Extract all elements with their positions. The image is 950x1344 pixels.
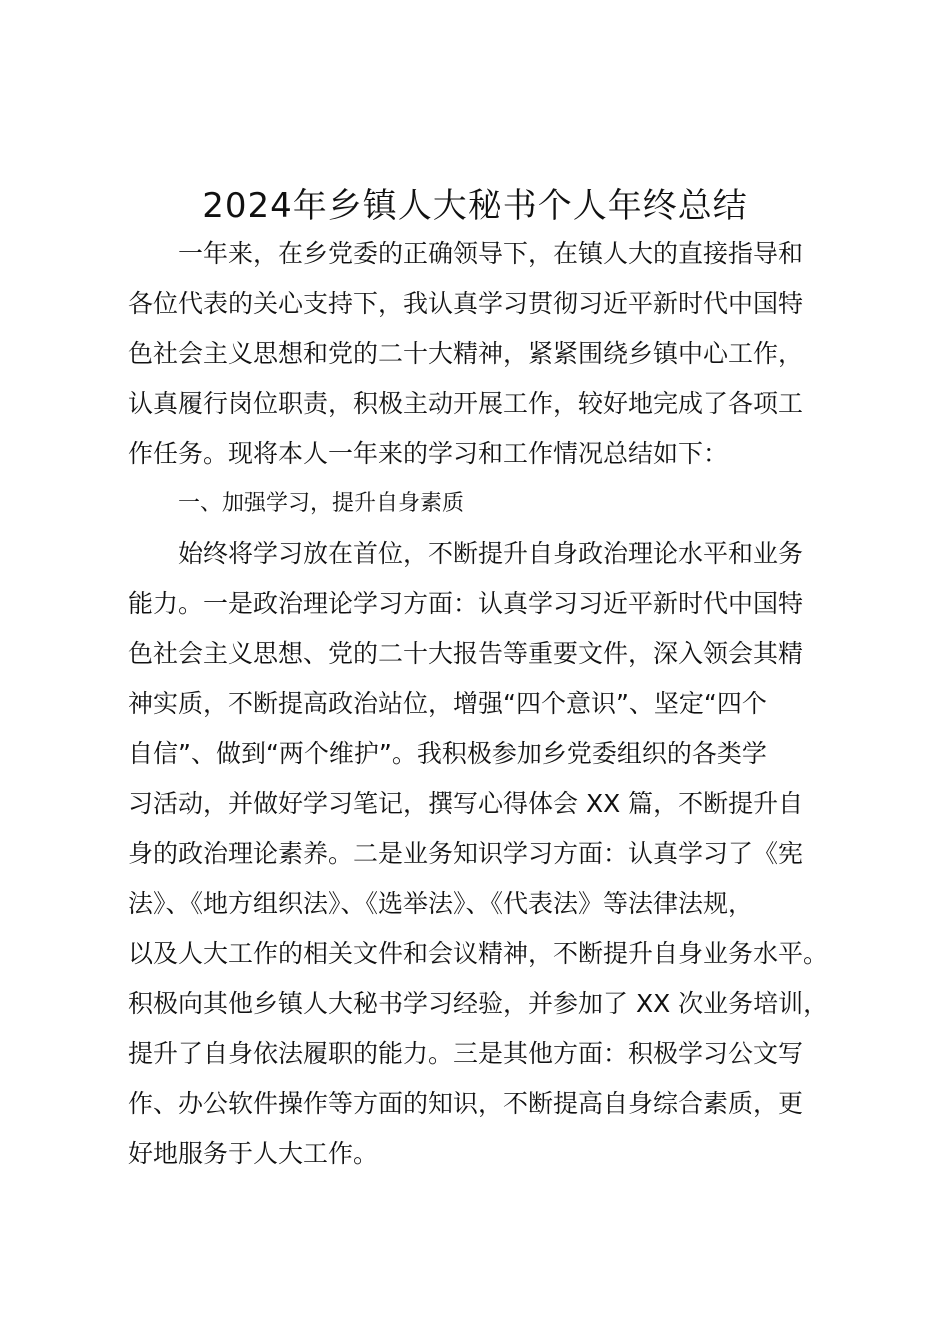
section1-line-12: 作、办公软件操作等方面的知识，不断提高自身综合素质，更	[128, 1089, 804, 1118]
section1-line-13: 好地服务于人大工作。	[128, 1139, 379, 1168]
intro-line-5: 作任务。现将本人一年来的学习和工作情况总结如下：	[128, 439, 729, 468]
section-heading-1: 一、加强学习，提升自身素质	[178, 491, 465, 516]
intro-line-4: 认真履行岗位职责，积极主动开展工作，较好地完成了各项工	[128, 389, 804, 418]
intro-line-2: 各位代表的关心支持下，我认真学习贯彻习近平新时代中国特	[128, 289, 804, 318]
section1-line-4: 神实质，不断提高政治站位，增强“四个意识”、坚定“四个	[128, 689, 767, 718]
section1-line-10: 积极向其他乡镇人大秘书学习经验，并参加了 XX 次业务培训，	[128, 989, 829, 1018]
section1-line-8: 法》、《地方组织法》、《选举法》、《代表法》等法律法规，	[128, 889, 754, 918]
section1-line-9: 以及人大工作的相关文件和会议精神，不断提升自身业务水平。	[128, 939, 829, 968]
section1-line-7: 身的政治理论素养。二是业务知识学习方面：认真学习了《宪	[128, 839, 804, 868]
document-title: 2024年乡镇人大秘书个人年终总结	[202, 186, 748, 226]
section1-line-2: 能力。一是政治理论学习方面：认真学习习近平新时代中国特	[128, 589, 804, 618]
intro-line-3: 色社会主义思想和党的二十大精神，紧紧围绕乡镇中心工作，	[128, 339, 804, 368]
section1-line-6: 习活动，并做好学习笔记，撰写心得体会 XX 篇，不断提升自	[128, 789, 804, 818]
section1-line-1: 始终将学习放在首位，不断提升自身政治理论水平和业务	[178, 539, 804, 568]
section1-line-3: 色社会主义思想、党的二十大报告等重要文件，深入领会其精	[128, 639, 804, 668]
section1-line-11: 提升了自身依法履职的能力。三是其他方面：积极学习公文写	[128, 1039, 804, 1068]
intro-line-1: 一年来，在乡党委的正确领导下，在镇人大的直接指导和	[178, 239, 804, 268]
section1-line-5: 自信”、做到“两个维护”。我积极参加乡党委组织的各类学	[128, 739, 767, 768]
